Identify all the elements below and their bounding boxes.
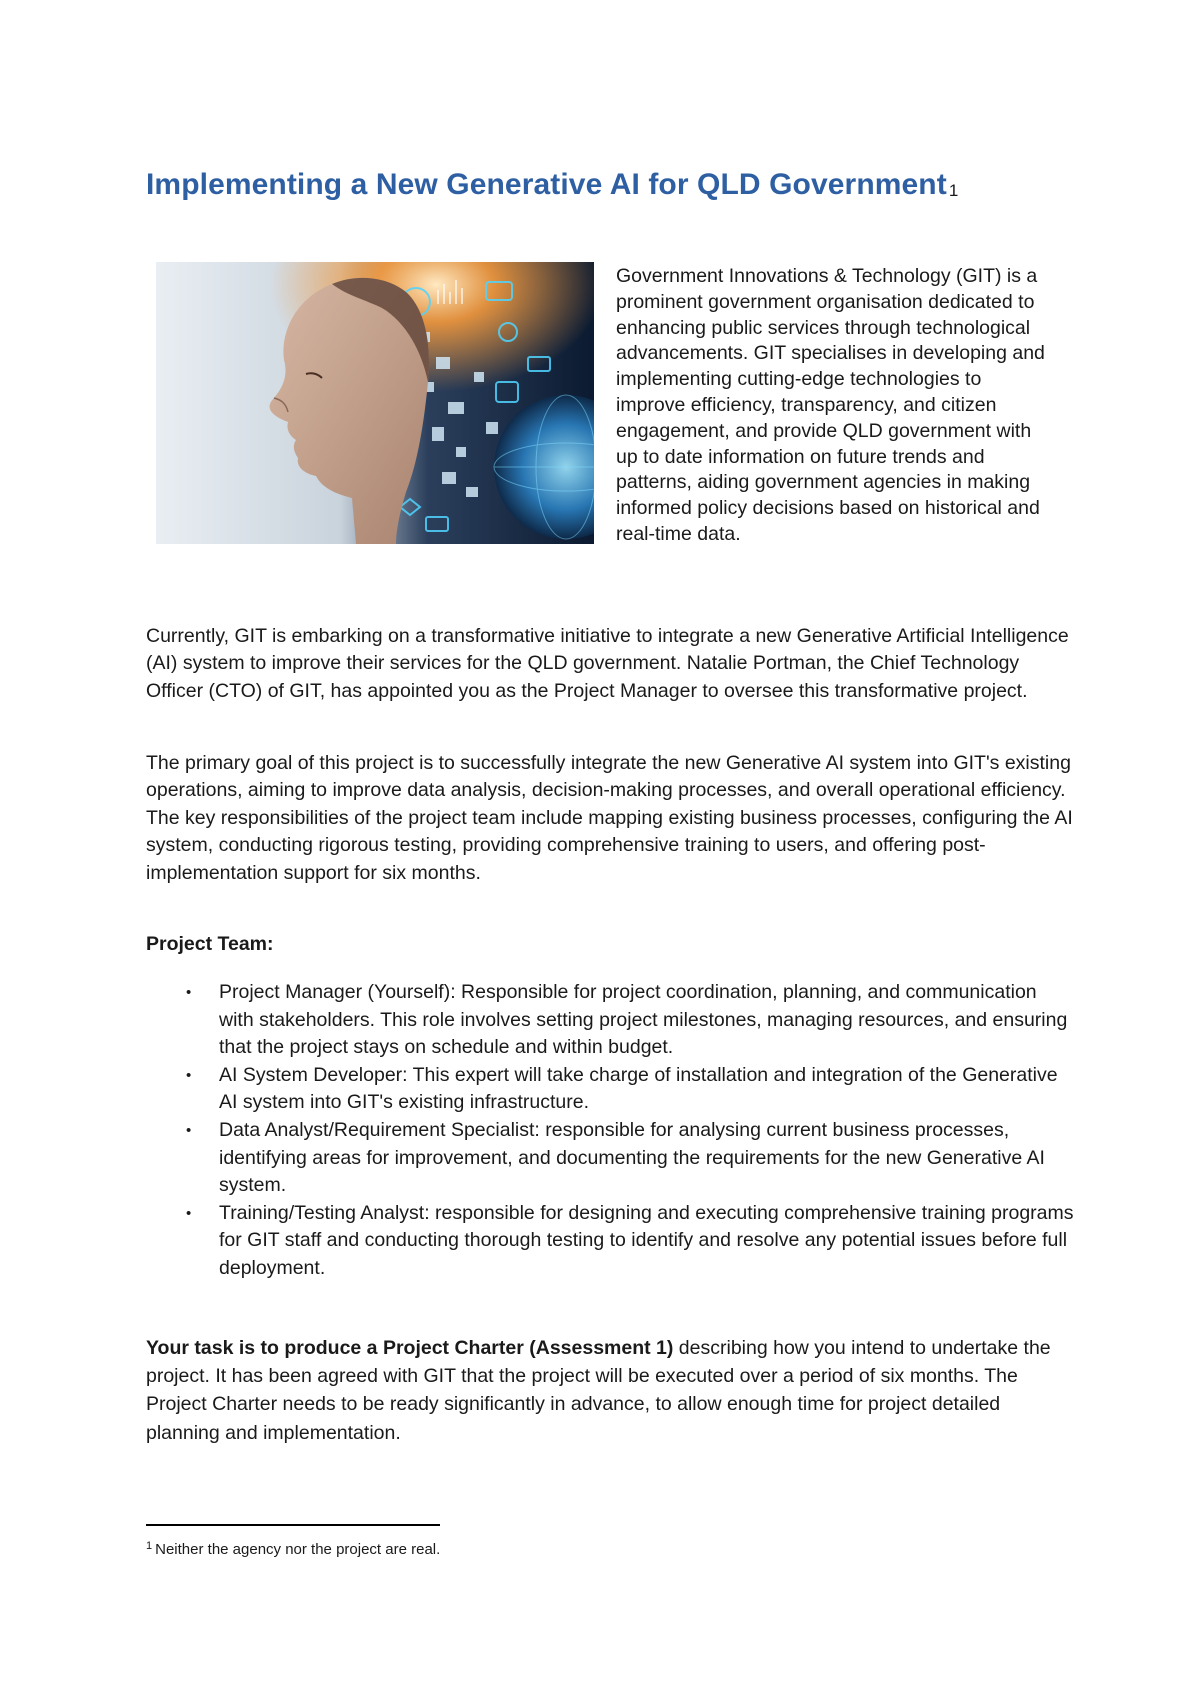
footnote (146, 1540, 440, 1558)
ai-profile-illustration (156, 262, 594, 544)
hero-image (156, 262, 594, 544)
team-member-text: AI System Developer: This expert will take charge of installation and integration of the Generative AI system into GIT's existing infrastructure. (219, 1063, 1058, 1114)
task-text: describing how you intend to undertake the project. It has been agreed with GIT that the project will be executed over a period of six months. The Project Charter needs to be ready significantly in advance, to allow enough time for project detailed planning and implementation. (146, 1337, 1051, 1444)
page-title (146, 168, 958, 202)
task-paragraph (146, 1334, 1076, 1447)
context-paragraph: Currently, GIT is embarking on a transformative initiative to integrate a new Generative Artificial Intelligence (AI) system to improve their services for the QLD government. Natalie Portman, the Chief Technology Officer (CTO) of GIT, has appointed you as the Project Manager to oversee this transformative project. (146, 625, 1069, 702)
team-member-text: Project Manager (Yourself): Responsible for project coordination, planning, and communication with stakeholders. This role involves setting project milestones, managing resources, and ensuring that the project stays on schedule and within budget. (219, 981, 1068, 1059)
bullet-icon: • (186, 1204, 192, 1222)
title-text: Implementing a New Generative AI for QLD Government (146, 168, 947, 202)
bullet-icon: • (186, 1121, 192, 1139)
list-item (146, 1200, 1076, 1283)
footnote-text: Neither the agency nor the project are real. (155, 1541, 441, 1558)
list-item (146, 1062, 1076, 1117)
footnote-divider (146, 1524, 440, 1526)
team-list (146, 979, 1076, 1283)
task-bold-text: Your task is to produce a Project Charter (Assessment 1) (146, 1337, 674, 1359)
footnote-number: 1 (146, 1540, 153, 1552)
list-item (146, 1117, 1076, 1200)
bullet-icon: • (186, 984, 192, 1001)
bullet-icon: • (186, 1066, 192, 1084)
team-member-text: Training/Testing Analyst: responsible for designing and executing comprehensive training programs for GIT staff and conducting thorough testing to identify and resolve any potential issues before full deployment. (219, 1201, 1074, 1279)
intro-paragraph: Government Innovations & Technology (GIT) is a prominent government organisation dedicated to enhancing public services through technological advancements. GIT specialises in developing and implementing cutting-edge technologies to improve efficiency, transparency, and citizen engagement, and provide QLD government with up to date information on future trends and patterns, aiding government agencies in making informed policy decisions based on historical and real-time data. (616, 265, 1045, 545)
team-member-text: Data Analyst/Requirement Specialist: responsible for analysing current business processes, identifying areas for improvement, and documenting the requirements for the new Generative AI system. (219, 1118, 1045, 1197)
goal-paragraph: The primary goal of this project is to successfully integrate the new Generative AI system into GIT's existing operations, aiming to improve data analysis, decision-making processes, and overall operational efficiency. The key responsibilities of the project team include mapping existing business processes, configuring the AI system, conducting rigorous testing, providing comprehensive training to users, and offering post-implementation support for six months. (146, 752, 1073, 884)
team-heading: Project Team: (146, 933, 274, 955)
list-item (146, 979, 1076, 1062)
title-footnote-mark: 1 (948, 181, 959, 201)
